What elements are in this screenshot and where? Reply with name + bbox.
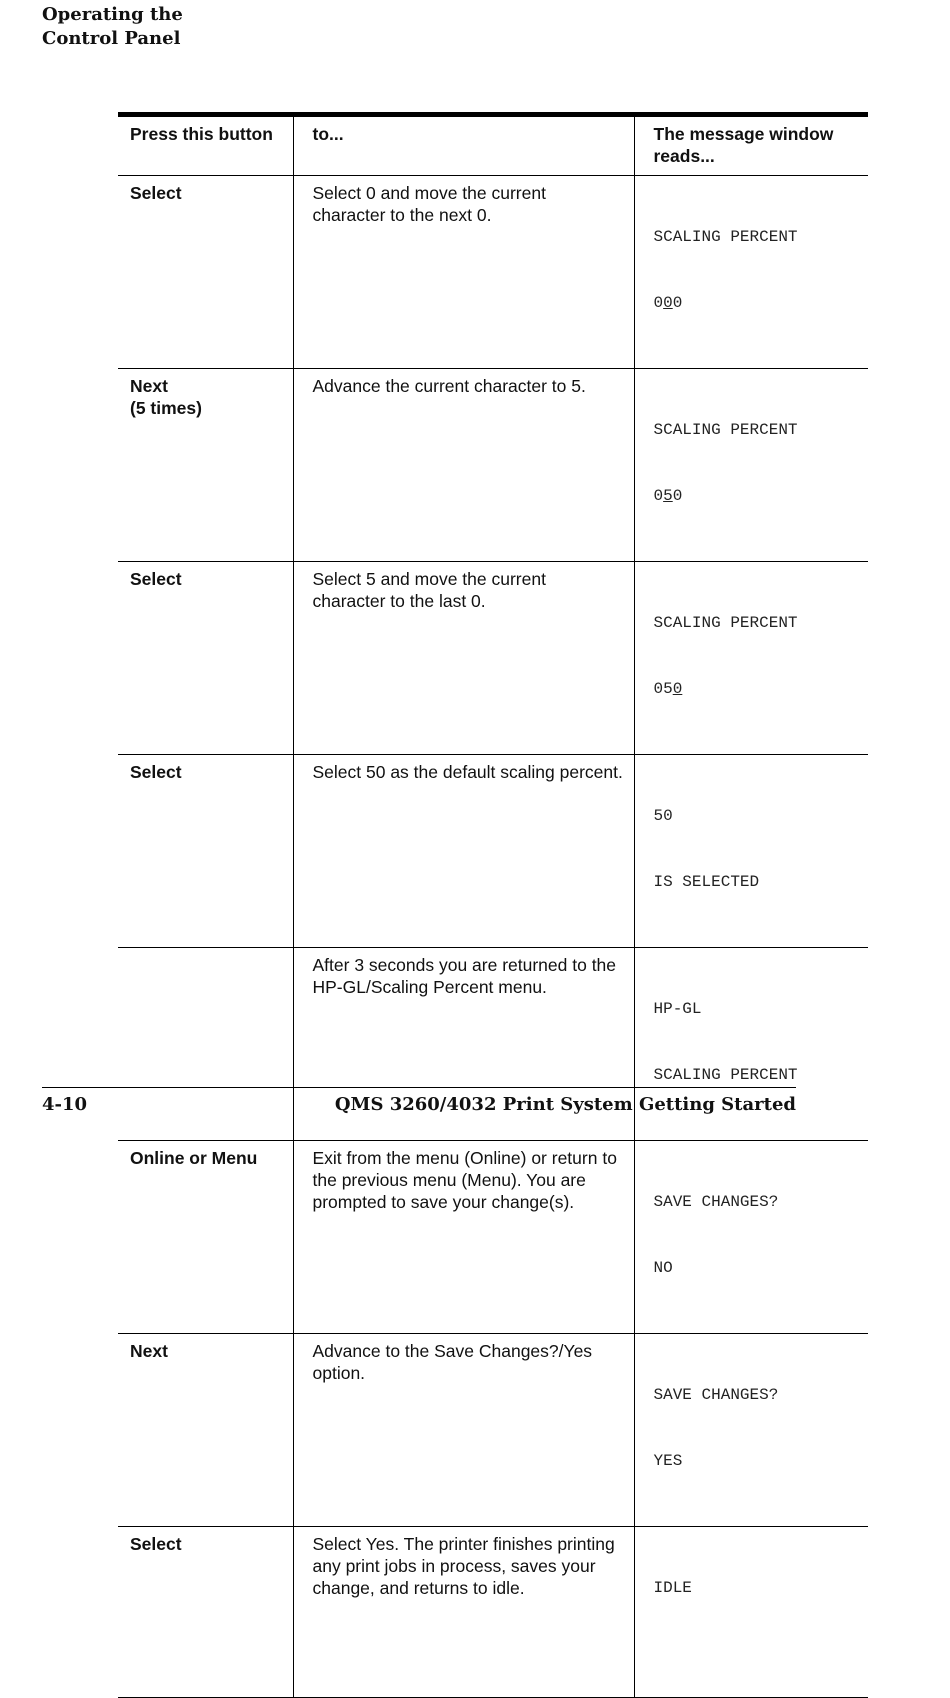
action-cell: After 3 seconds you are returned to the HP-GL/Scaling Percent menu. <box>293 948 634 1141</box>
message-line-1: SAVE CHANGES? <box>653 1386 779 1404</box>
table-row <box>118 1141 868 1334</box>
button-cell: Online or Menu <box>118 1141 293 1334</box>
message-cell <box>634 176 868 369</box>
message-cell <box>634 755 868 948</box>
message-cell <box>634 1527 868 1698</box>
table-header-row <box>118 115 868 176</box>
message-line-2: YES <box>653 1452 683 1470</box>
message-line-1: IDLE <box>653 1579 692 1597</box>
message-line-2: NO <box>653 1259 673 1277</box>
button-cell: Next <box>118 1334 293 1527</box>
message-line-2 <box>654 485 857 507</box>
button-label-line-2: (5 times) <box>130 398 202 418</box>
section-title-line-2: Control Panel <box>42 28 181 49</box>
page-number: 4-10 <box>42 1094 88 1115</box>
column-header-message: The message window reads... <box>653 124 834 166</box>
message-text: 0 <box>672 487 683 505</box>
action-cell: Advance to the Save Changes?/Yes option. <box>293 1334 634 1527</box>
button-label-line-1: Next <box>130 376 168 396</box>
message-text: 0 <box>672 294 683 312</box>
section-title-line-1: Operating the <box>42 4 183 25</box>
action-cell: Advance the current character to 5. <box>293 369 634 562</box>
message-text: 05 <box>653 680 673 698</box>
message-text: 0 <box>653 487 664 505</box>
table-row <box>118 1527 868 1698</box>
section-title <box>42 3 183 51</box>
message-line-1: SCALING PERCENT <box>653 421 798 439</box>
action-cell: Exit from the menu (Online) or return to the previous menu (Menu). You are prompted to save your change(s). <box>293 1141 634 1334</box>
message-cell <box>634 1334 868 1527</box>
cursor-character: 0 <box>663 294 673 312</box>
message-line-2: IS SELECTED <box>653 873 760 891</box>
table-row <box>118 755 868 948</box>
message-cell <box>634 562 868 755</box>
button-cell: Select <box>118 1527 293 1698</box>
table-row <box>118 369 868 562</box>
message-cell <box>634 369 868 562</box>
table-row <box>118 176 868 369</box>
document-title: QMS 3260/4032 Print System Getting Started <box>334 1094 796 1115</box>
procedure-table <box>118 112 868 1698</box>
message-line-1: SAVE CHANGES? <box>653 1193 779 1211</box>
message-line-1: 50 <box>653 807 673 825</box>
message-text: 0 <box>653 294 664 312</box>
button-cell: Select <box>118 176 293 369</box>
message-line-2: SCALING PERCENT <box>653 1066 798 1084</box>
table-row <box>118 562 868 755</box>
cursor-character: 0 <box>672 680 683 698</box>
cursor-character: 5 <box>663 487 673 505</box>
button-cell <box>118 948 293 1141</box>
message-cell <box>634 1141 868 1334</box>
action-cell: Select 0 and move the current character to the next 0. <box>293 176 634 369</box>
message-line-1: SCALING PERCENT <box>653 228 798 246</box>
button-cell <box>118 369 293 562</box>
message-line-1: SCALING PERCENT <box>653 614 798 632</box>
message-line-2 <box>654 678 857 700</box>
action-cell: Select 5 and move the current character to the last 0. <box>293 562 634 755</box>
message-line-2 <box>654 292 857 314</box>
action-cell: Select Yes. The printer finishes printing any print jobs in process, saves your change, and returns to idle. <box>293 1527 634 1698</box>
action-cell: Select 50 as the default scaling percent. <box>293 755 634 948</box>
column-header-button: Press this button <box>118 115 293 176</box>
button-cell: Select <box>118 755 293 948</box>
footer-divider <box>42 1087 796 1088</box>
message-line-1: HP-GL <box>653 1000 702 1018</box>
button-cell: Select <box>118 562 293 755</box>
table-row <box>118 1334 868 1527</box>
column-header-action: to... <box>293 115 634 176</box>
